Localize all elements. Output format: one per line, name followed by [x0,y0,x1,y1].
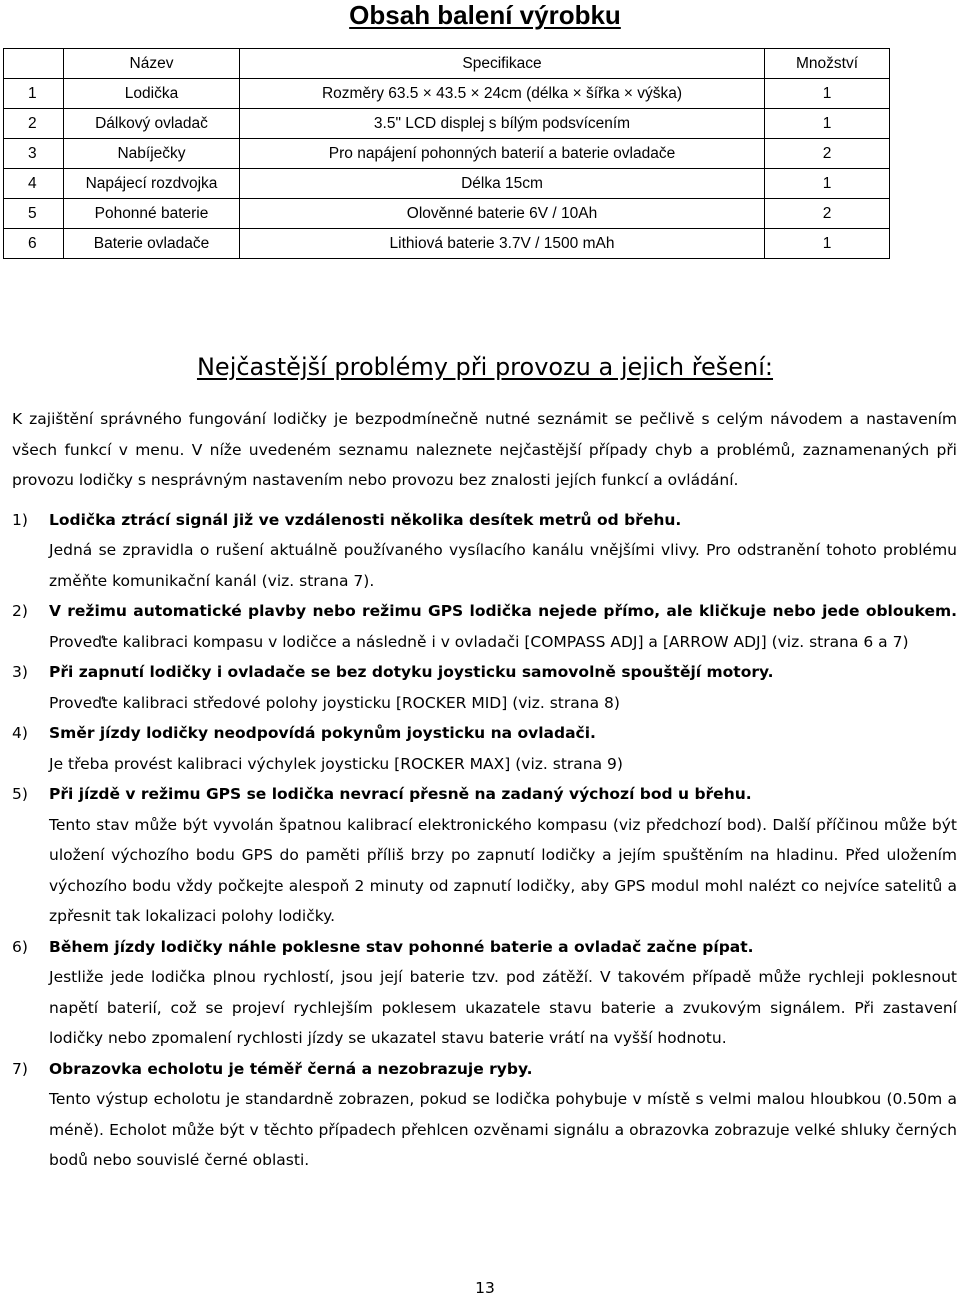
item-name: Lodička [64,79,240,109]
list-item [12,505,957,597]
item-name: Dálkový ovladač [64,109,240,139]
item-number: 7) [12,1059,28,1078]
item-spec: Pro napájení pohonných baterií a baterie ovladače [240,139,765,169]
row-number: 2 [4,109,64,139]
list-item [12,1054,957,1176]
list-item [12,779,957,932]
problem-question: Při jízdě v režimu GPS se lodička nevrací přesně na zadaný výchozí bod u břehu. [49,785,752,803]
item-number: 6) [12,937,28,956]
item-name: Nabíječky [64,139,240,169]
problems-section [12,404,957,1176]
row-number: 4 [4,169,64,199]
item-quantity: 1 [765,79,890,109]
problems-heading: Nejčastější problémy při provozu a jejich řešení: [196,353,774,381]
list-item [12,596,957,657]
page-title: Obsah balení výrobku [349,0,621,30]
intro-paragraph: K zajištění správného fungování lodičky je bezpodmínečně nutné seznámit se pečlivě s celým návodem a nastavením všech funkcí v menu. V níže uvedeném seznamu naleznete nejčastější případy chyb a problémů, zaznamenaných při provozu lodičky s nesprávným nastavením nebo provozu bez znalosti jejích funkcí a ovládání. [12,410,957,489]
list-item [12,932,957,1054]
problem-answer: Proveďte kalibraci kompasu v lodičce a následně i v ovladači [COMPASS ADJ] a [ARROW ADJ] (viz. strana 6 a 7) [49,632,909,651]
row-number: 1 [4,79,64,109]
item-spec: Lithiová baterie 3.7V / 1500 mAh [240,229,765,259]
item-number: 2) [12,602,28,620]
item-quantity: 2 [765,199,890,229]
header-cell: Specifikace [240,49,765,79]
problem-answer: Jedná se zpravidla o rušení aktuálně používaného vysílacího kanálu vnějšími vlivy. Pro odstranění tohoto problému změňte komunikační kanál (viz. strana 7). [49,541,957,590]
problem-question: Směr jízdy lodičky neodpovídá pokynům joysticku na ovladači. [49,724,596,742]
problem-answer: Proveďte kalibraci středové polohy joysticku [ROCKER MID] (viz. strana 8) [49,693,620,712]
item-spec: 3.5" LCD displej s bílým podsvícením [240,109,765,139]
package-contents-table [3,48,890,259]
item-quantity: 2 [765,139,890,169]
problem-answer: Tento stav může být vyvolán špatnou kalibrací elektronického kompasu (viz předchozí bod). Další příčinou může být uložení výchozího bodu GPS do paměti příliš brzy po zapnutí lodičky a jejím spuštěním na hladinu. Před uložením výchozího bodu vždy počkejte alespoň 2 minuty od zapnutí lodičky, aby GPS modul mohl nalézt co nejvíce satelitů a zpřesnit tak lokalizaci polohy lodičky. [49,815,957,925]
problem-question: Při zapnutí lodičky i ovladače se bez dotyku joysticku samovolně spouštějí motory. [49,663,774,681]
row-number: 6 [4,229,64,259]
problem-answer: Je třeba provést kalibraci výchylek joysticku [ROCKER MAX] (viz. strana 9) [49,754,623,773]
item-number: 5) [12,785,28,803]
problem-question: Obrazovka echolotu je téměř černá a nezobrazuje ryby. [49,1059,533,1078]
item-number: 1) [12,510,28,529]
table-header-row [4,49,890,79]
item-quantity: 1 [765,229,890,259]
item-name: Pohonné baterie [64,199,240,229]
table-row [4,139,890,169]
table-row [4,109,890,139]
header-cell [4,49,64,79]
row-number: 5 [4,199,64,229]
item-number: 4) [12,724,28,742]
list-item [12,657,957,718]
item-name: Napájecí rozdvojka [64,169,240,199]
table-row [4,169,890,199]
table-row [4,79,890,109]
problem-question: Lodička ztrácí signál již ve vzdálenosti několika desítek metrů od břehu. [49,510,682,529]
header-cell: Název [64,49,240,79]
item-name: Baterie ovladače [64,229,240,259]
list-item [12,718,957,779]
problem-question: Během jízdy lodičky náhle poklesne stav pohonné baterie a ovladač začne pípat. [49,937,754,956]
item-spec: Olověnné baterie 6V / 10Ah [240,199,765,229]
row-number: 3 [4,139,64,169]
problem-question: V režimu automatické plavby nebo režimu GPS lodička nejede přímo, ale kličkuje nebo jede obloukem. [49,602,957,620]
problem-answer: Tento výstup echolotu je standardně zobrazen, pokud se lodička pohybuje v místě s velmi malou hloubkou (0.50m a méně). Echolot může být v těchto případech přehlcen ozvěnami signálu a obrazovka zobrazuje velké shluky černých bodů nebo souvislé černé oblasti. [49,1090,957,1169]
item-quantity: 1 [765,109,890,139]
page-number: 13 [475,1279,495,1297]
item-spec: Rozměry 63.5 × 43.5 × 24cm (délka × šířka × výška) [240,79,765,109]
item-number: 3) [12,663,28,681]
problem-answer: Jestliže jede lodička plnou rychlostí, jsou její baterie tzv. pod zátěží. V takovém případě může rychleji poklesnout napětí baterií, což se projeví rychlejším poklesem ukazatele stavu baterie a zvukovým signálem. Při zastavení lodičky nebo zpomalení rychlosti jízdy se ukazatel stavu baterie vrátí na vyšší hodnotu. [49,968,957,1047]
item-spec: Délka 15cm [240,169,765,199]
item-quantity: 1 [765,169,890,199]
table-row [4,199,890,229]
header-cell: Množství [765,49,890,79]
table-row [4,229,890,259]
